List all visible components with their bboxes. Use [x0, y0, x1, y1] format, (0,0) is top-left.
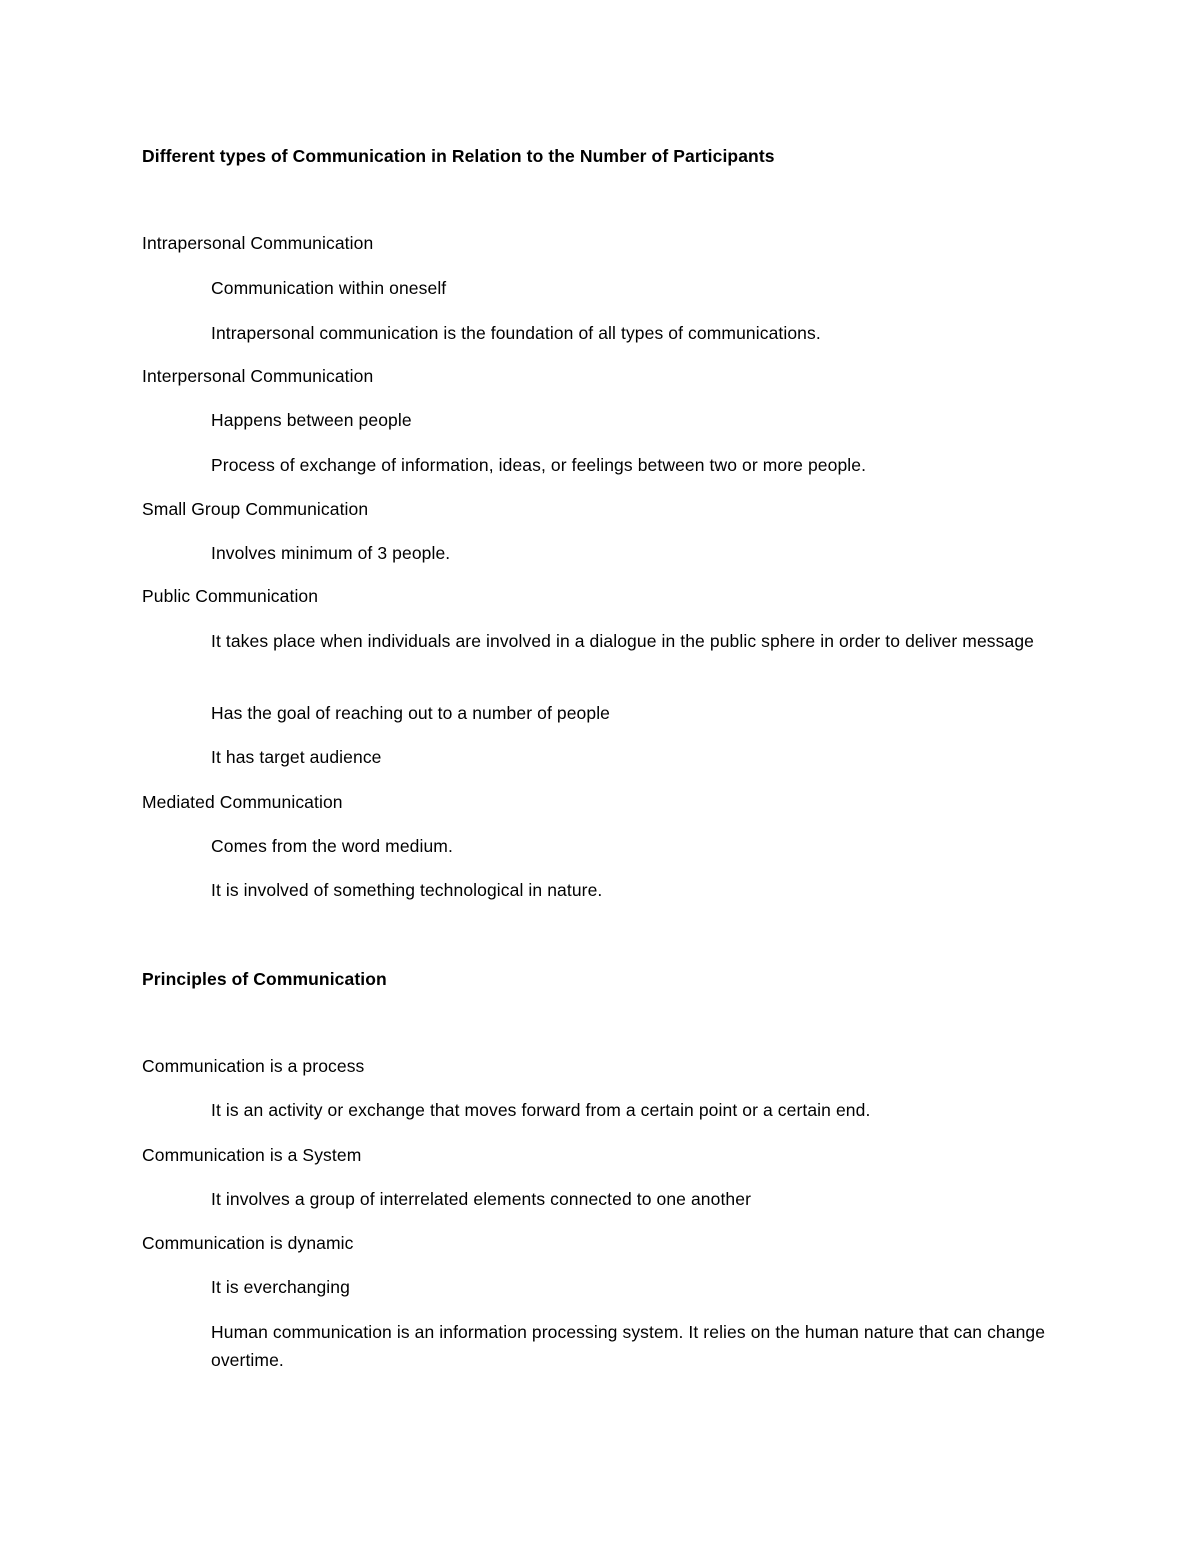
- heading-small-group: Small Group Communication: [142, 499, 369, 519]
- item-mediated-2: It is involved of something technological in nature.: [211, 880, 603, 900]
- heading-mediated: Mediated Communication: [142, 792, 343, 812]
- item-interpersonal-1: Happens between people: [211, 410, 412, 430]
- section-title-types: Different types of Communication in Relation to the Number of Participants: [142, 146, 775, 166]
- item-mediated-1: Comes from the word medium.: [211, 836, 453, 856]
- heading-dynamic: Communication is dynamic: [142, 1233, 354, 1253]
- item-dynamic-1: It is everchanging: [211, 1277, 350, 1297]
- item-interpersonal-2: Process of exchange of information, ideas, or feelings between two or more people.: [211, 455, 867, 475]
- item-public-2: Has the goal of reaching out to a number of people: [211, 703, 611, 723]
- item-process-1: It is an activity or exchange that moves forward from a certain point or a certain end.: [211, 1100, 871, 1120]
- heading-system: Communication is a System: [142, 1145, 362, 1165]
- heading-process: Communication is a process: [142, 1056, 365, 1076]
- item-system-1: It involves a group of interrelated elements connected to one another: [211, 1189, 752, 1209]
- section-title-principles: Principles of Communication: [142, 969, 387, 989]
- heading-intrapersonal: Intrapersonal Communication: [142, 233, 374, 253]
- item-intrapersonal-1: Communication within oneself: [211, 278, 447, 298]
- heading-public: Public Communication: [142, 586, 319, 606]
- item-intrapersonal-2: Intrapersonal communication is the foundation of all types of communications.: [211, 323, 821, 343]
- item-public-3: It has target audience: [211, 747, 382, 767]
- item-dynamic-2: Human communication is an information processing system. It relies on the human nature that can change overtime.: [211, 1322, 1046, 1370]
- heading-interpersonal: Interpersonal Communication: [142, 366, 374, 386]
- item-public-1: It takes place when individuals are involved in a dialogue in the public sphere in order to deliver message: [211, 631, 1034, 651]
- item-small-group-1: Involves minimum of 3 people.: [211, 543, 451, 563]
